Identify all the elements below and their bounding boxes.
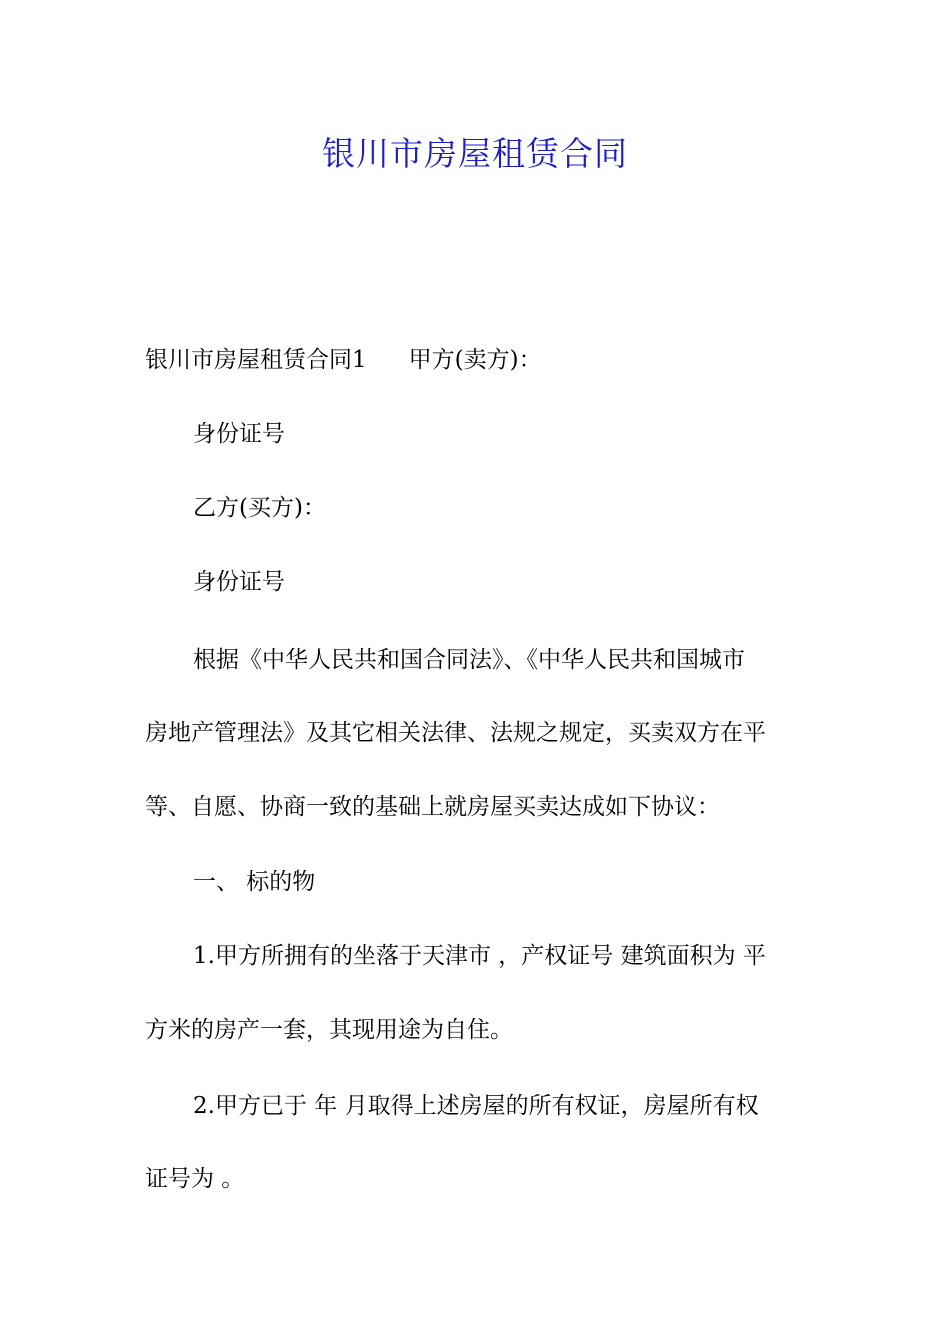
party-a-id-label: 身份证号 [193,421,285,447]
party-a-label: 甲方(卖方)： [408,347,542,373]
party-b-id-label: 身份证号 [193,569,285,595]
preamble-line-1: 根据《中华人民共和国合同法》、《中华人民共和国城市 [193,647,745,673]
document-title: 银川市房屋租赁合同 [322,134,628,173]
contract-heading-text: 银川市房屋租赁合同1 [145,347,367,373]
clause-2-line-2: 证号为 。 [145,1166,245,1192]
section-1-heading: 一、 标的物 [193,869,316,895]
opening-line [145,345,805,375]
party-b-label: 乙方(买方)： [193,495,326,521]
preamble-line-2: 房地产管理法》及其它相关法律、法规之规定，买卖双方在平 [145,720,766,746]
clause-2-line-1: 2.甲方已于 年 月取得上述房屋的所有权证，房屋所有权 [193,1093,759,1119]
preamble-line-3: 等、自愿、协商一致的基础上就房屋买卖达成如下协议： [145,794,720,820]
clause-1-line-2: 方米的房产一套，其现用途为自住。 [145,1017,513,1043]
clause-1-line-1: 1.甲方所拥有的坐落于天津市 ，产权证号 建筑面积为 平 [193,943,766,969]
